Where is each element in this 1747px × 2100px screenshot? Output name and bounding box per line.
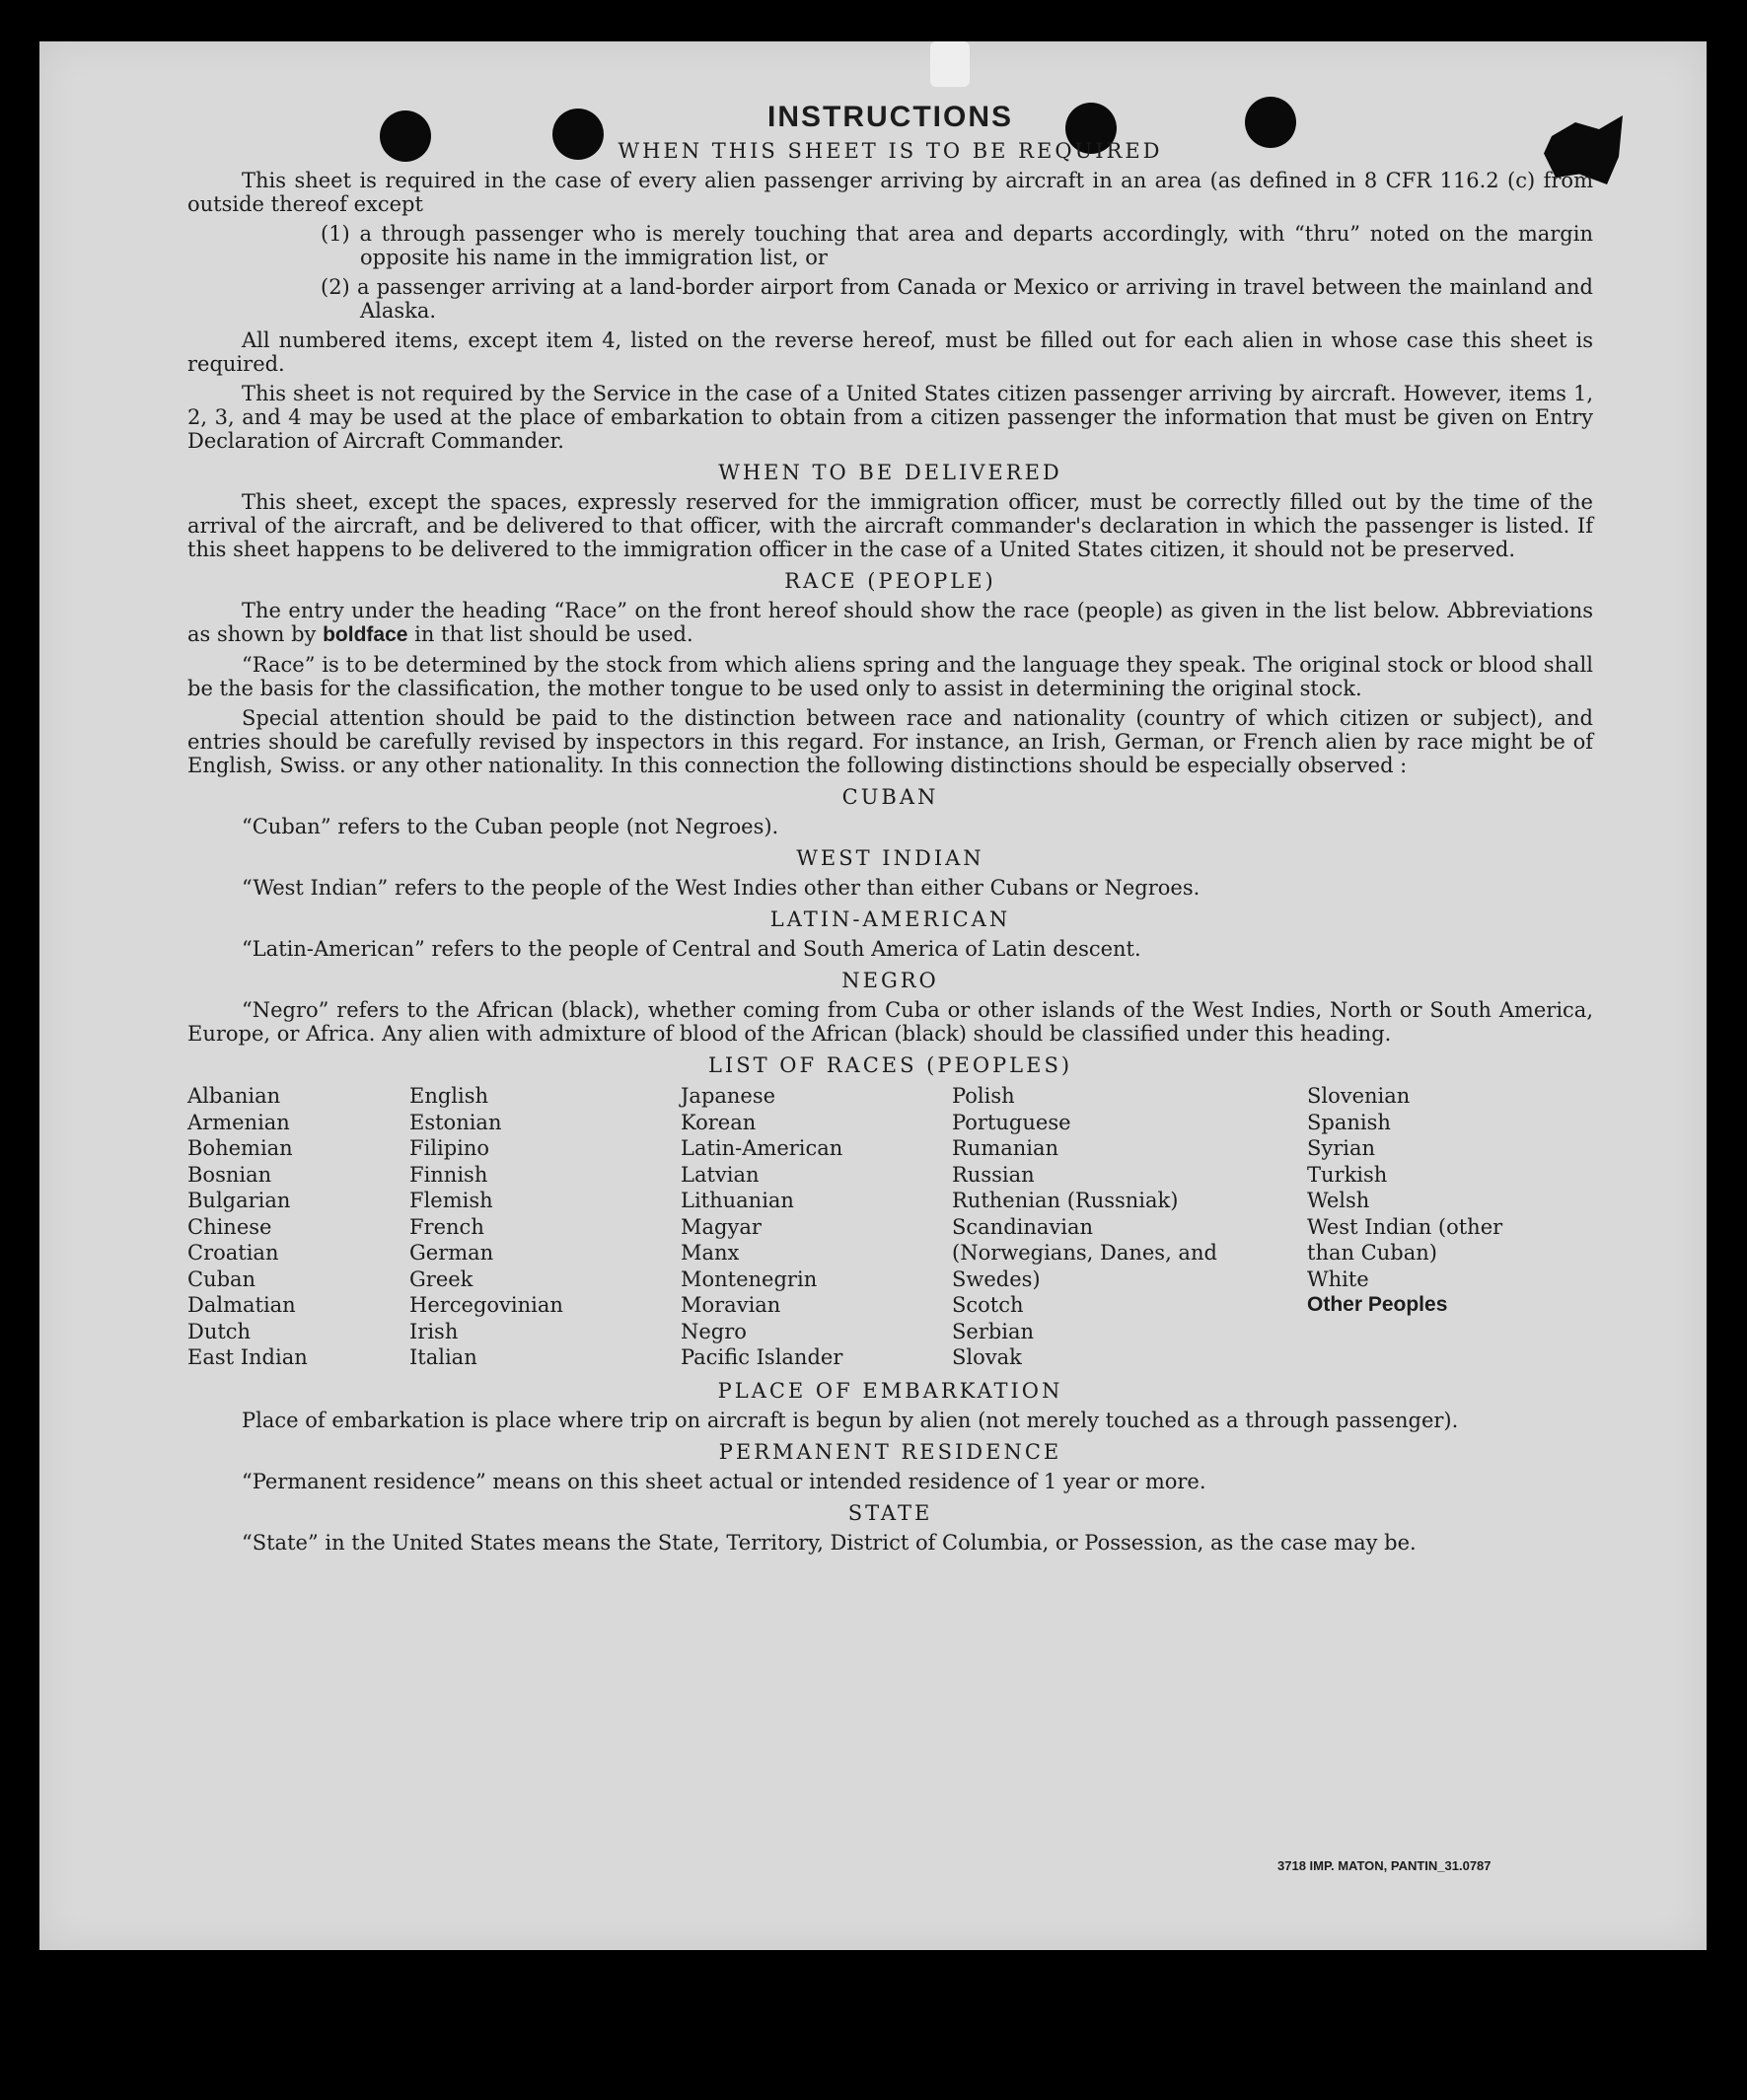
section-heading: WHEN THIS SHEET IS TO BE REQUIRED bbox=[618, 139, 1163, 163]
race-entry: Turkish bbox=[1307, 1162, 1388, 1187]
race-entry: Syrian bbox=[1307, 1136, 1376, 1160]
section-heading: CUBAN bbox=[841, 785, 939, 809]
paragraph: “Race” is to be determined by the stock from which aliens spring and the language they speak. The original stock or blood shall be the basis for the classification, the mother tongue to be used only to assist in determining the original stock. bbox=[187, 653, 1593, 700]
race-entry: Pacific Islander bbox=[681, 1345, 843, 1369]
race-entry: Slovak bbox=[952, 1345, 1022, 1369]
race-entry: Portuguese bbox=[952, 1110, 1071, 1134]
race-entry: Scotch bbox=[952, 1293, 1024, 1317]
races-column bbox=[409, 1083, 681, 1371]
race-entry: Flemish bbox=[409, 1189, 493, 1212]
race-entry: Finnish bbox=[409, 1162, 488, 1187]
race-entry: Magyar bbox=[681, 1214, 762, 1239]
race-entry: Albanian bbox=[187, 1084, 281, 1108]
section-heading: LATIN-AMERICAN bbox=[769, 907, 1011, 931]
section-heading: LIST OF RACES (PEOPLES) bbox=[707, 1053, 1073, 1077]
race-entry: Ruthenian (Russniak) bbox=[952, 1189, 1179, 1212]
paragraph: “State” in the United States means the State, Territory, District of Columbia, or Possession, as the case may be. bbox=[242, 1530, 1417, 1555]
race-entry: Dutch bbox=[187, 1319, 252, 1343]
paper-tab bbox=[930, 41, 970, 87]
section-heading: STATE bbox=[847, 1500, 933, 1525]
paragraph: This sheet is required in the case of every alien passenger arriving by aircraft in an area (as defined in 8 CFR 116.2 (c) from outside thereof except bbox=[187, 169, 1593, 216]
section-heading: WHEN TO BE DELIVERED bbox=[718, 461, 1062, 484]
race-entry: Estonian bbox=[409, 1110, 502, 1134]
race-entry: Negro bbox=[681, 1319, 747, 1343]
race-entry: Hercegovinian bbox=[409, 1293, 563, 1317]
section-heading: RACE (PEOPLE) bbox=[784, 569, 996, 593]
race-entry: Italian bbox=[409, 1345, 477, 1369]
race-entry: Slovenian bbox=[1307, 1084, 1411, 1108]
races-column bbox=[681, 1083, 952, 1371]
races-column bbox=[952, 1083, 1307, 1371]
race-entry: Manx bbox=[681, 1241, 740, 1265]
race-entry: Lithuanian bbox=[681, 1189, 794, 1212]
paragraph: “West Indian” refers to the people of the West Indies other than either Cubans or Negroes. bbox=[242, 876, 1201, 900]
paragraph: Special attention should be paid to the distinction between race and nationality (country of which citizen or subject), and entries should be carefully revised by inspectors in this regard. For instance, an Irish, German, or French alien by race might be of English, Swiss. or any other nationality. In this connection the following distinctions should be especially observed : bbox=[187, 706, 1593, 777]
race-entry: West Indian (other than Cuban) bbox=[1307, 1214, 1503, 1265]
paragraph: “Latin-American” refers to the people of Central and South America of Latin descent. bbox=[242, 937, 1141, 961]
race-entry: Bosnian bbox=[187, 1162, 272, 1187]
race-entry: Greek bbox=[409, 1267, 473, 1291]
paragraph bbox=[187, 599, 1593, 647]
races-column bbox=[187, 1083, 409, 1371]
race-entry: Moravian bbox=[681, 1293, 781, 1317]
race-entry: Irish bbox=[409, 1319, 459, 1343]
race-entry: White bbox=[1307, 1267, 1369, 1291]
races-list bbox=[187, 1083, 1593, 1371]
race-entry: Serbian bbox=[952, 1319, 1035, 1343]
text-run: The entry under the heading “Race” on the front hereof should show the race (people) as given in the list below. Abbreviations as shown by bbox=[187, 599, 1593, 646]
boldface-label: boldface bbox=[323, 623, 408, 646]
race-entry: Latvian bbox=[681, 1162, 760, 1187]
race-entry: Cuban bbox=[187, 1267, 256, 1291]
paragraph: This sheet, except the spaces, expressly reserved for the immigration officer, must be correctly filled out by the time of the arrival of the aircraft, and be delivered to that officer, with the aircraft commander's declaration in which the passenger is listed. If this sheet happens to be delivered to the immigration officer in the case of a United States citizen, it should not be preserved. bbox=[187, 490, 1593, 561]
race-entry: Armenian bbox=[187, 1110, 290, 1134]
race-entry: Latin-American bbox=[681, 1136, 843, 1160]
list-item: (2) a passenger arriving at a land-border airport from Canada or Mexico or arriving in travel between the mainland and Alaska. bbox=[321, 275, 1593, 323]
race-entry: Japanese bbox=[681, 1084, 776, 1108]
section-heading: PERMANENT RESIDENCE bbox=[718, 1439, 1062, 1464]
section-heading: WEST INDIAN bbox=[796, 846, 984, 870]
paragraph: This sheet is not required by the Service in the case of a United States citizen passenger arriving by aircraft. However, items 1, 2, 3, and 4 may be used at the place of embarkation to obtain from a citizen passenger the information that must be given on Entry Declaration of Aircraft Commander. bbox=[187, 382, 1593, 453]
race-entry: Scandinavian (Norwegians, Danes, and Swedes) bbox=[952, 1214, 1217, 1291]
paragraph: “Cuban” refers to the Cuban people (not Negroes). bbox=[242, 815, 779, 838]
text-run: in that list should be used. bbox=[414, 622, 693, 646]
printer-imprint: 3718 IMP. MATON, PANTIN_31.0787 bbox=[1277, 1858, 1492, 1873]
race-entry: Croatian bbox=[187, 1241, 279, 1265]
paragraph: “Negro” refers to the African (black), whether coming from Cuba or other islands of the West Indies, North or South America, Europe, or Africa. Any alien with admixture of blood of the African (black) should be classified under this heading. bbox=[187, 998, 1593, 1046]
race-entry: Bulgarian bbox=[187, 1189, 291, 1212]
race-entry: East Indian bbox=[187, 1345, 308, 1369]
race-entry: Spanish bbox=[1307, 1110, 1391, 1134]
document-sheet bbox=[39, 41, 1707, 1950]
race-entry: Filipino bbox=[409, 1136, 490, 1160]
race-entry: Bohemian bbox=[187, 1136, 293, 1160]
race-entry: Polish bbox=[952, 1084, 1015, 1108]
race-entry: Rumanian bbox=[952, 1136, 1059, 1160]
paragraph: “Permanent residence” means on this sheet actual or intended residence of 1 year or more. bbox=[242, 1469, 1206, 1493]
race-entry: Montenegrin bbox=[681, 1267, 818, 1291]
race-entry: Russian bbox=[952, 1162, 1035, 1187]
section-heading: NEGRO bbox=[841, 969, 939, 992]
race-entry: Welsh bbox=[1307, 1189, 1370, 1212]
race-entry: German bbox=[409, 1241, 494, 1265]
document-body bbox=[187, 101, 1593, 1560]
race-entry: Dalmatian bbox=[187, 1293, 296, 1317]
race-entry: French bbox=[409, 1214, 484, 1239]
race-entry: Other Peoples bbox=[1307, 1293, 1448, 1316]
list-item: (1) a through passenger who is merely touching that area and departs accordingly, with “thru” noted on the margin opposite his name in the immigration list, or bbox=[321, 222, 1593, 269]
paragraph: Place of embarkation is place where trip on aircraft is begun by alien (not merely touched as a through passenger). bbox=[242, 1408, 1459, 1432]
race-entry: Chinese bbox=[187, 1214, 272, 1239]
paragraph: All numbered items, except item 4, listed on the reverse hereof, must be filled out for each alien in whose case this sheet is required. bbox=[187, 328, 1593, 376]
race-entry: Korean bbox=[681, 1110, 757, 1134]
race-entry: English bbox=[409, 1084, 489, 1108]
page-title: INSTRUCTIONS bbox=[767, 101, 1013, 133]
races-column bbox=[1307, 1083, 1549, 1371]
section-heading: PLACE OF EMBARKATION bbox=[717, 1378, 1063, 1403]
